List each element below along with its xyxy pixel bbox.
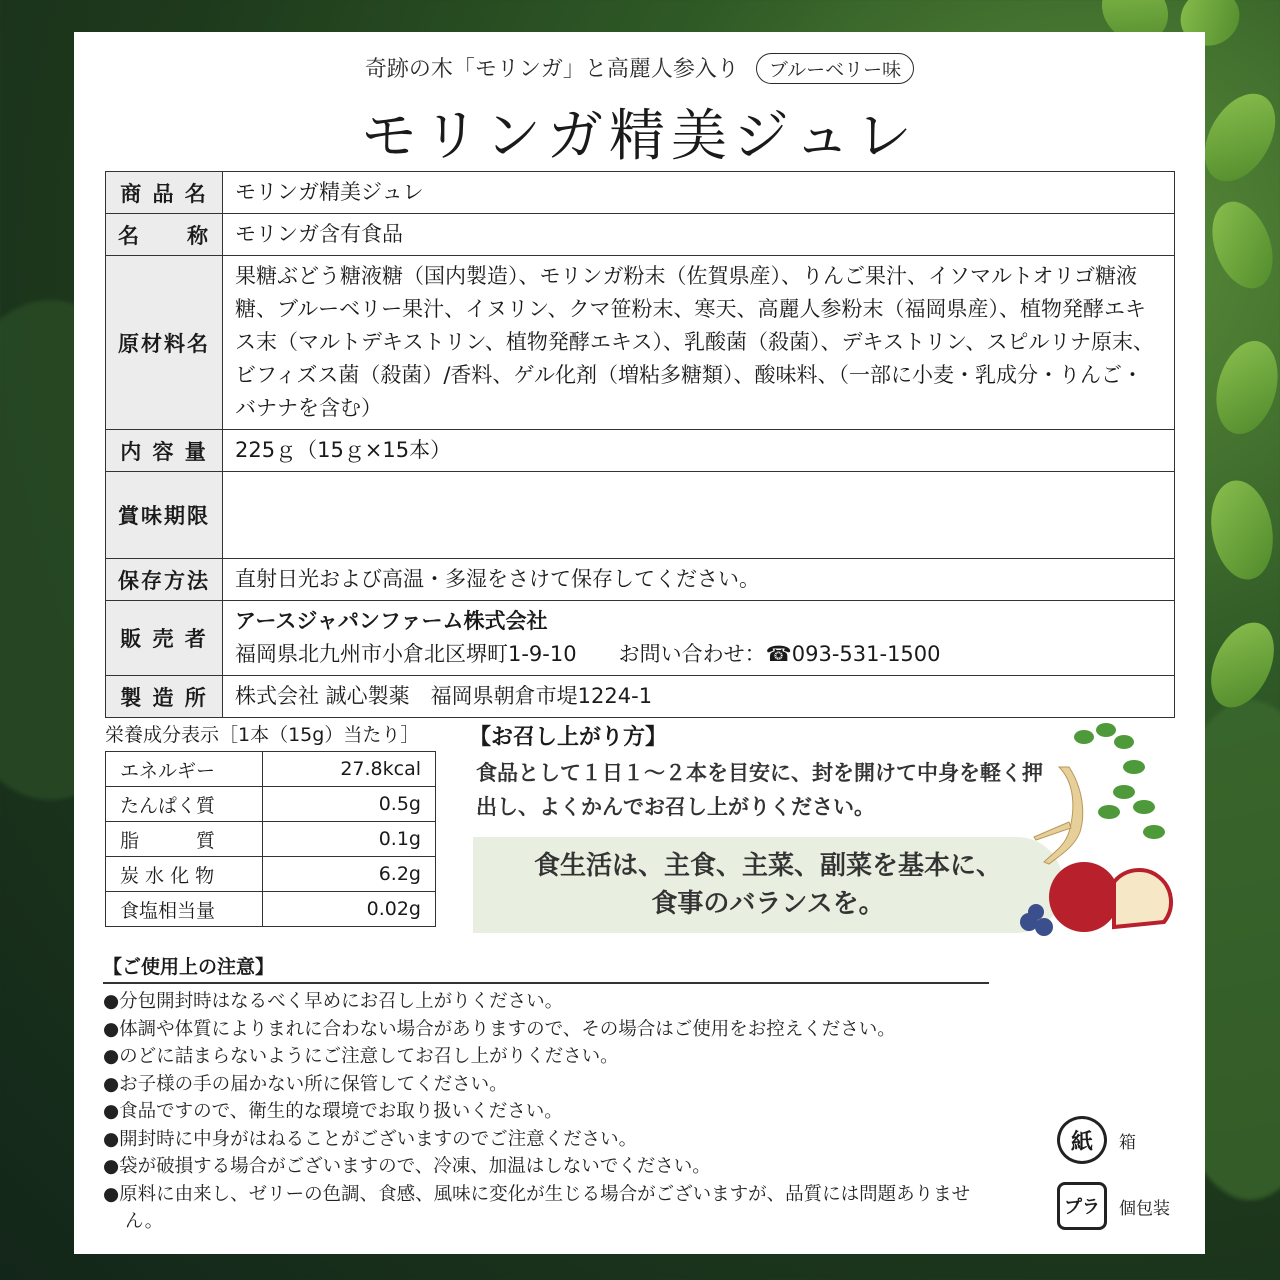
info-label: 販 売 者 [106,601,223,676]
recycle-label: 箱 [1119,1132,1136,1153]
list-item: ●原料に由来し、ゼリーの色調、食感、風味に変化が生じる場合がございますが、品質には問題ありません。 [103,1183,971,1232]
table-row [106,787,436,822]
info-value: 直射日光および高温・多湿をさけて保存してください。 [223,559,1175,601]
table-row [106,172,1175,214]
list-item: ●のどに詰まらないようにご注意してお召し上がりください。 [103,1046,619,1067]
list-item: ●食品ですので、衛生的な環境でお取り扱いください。 [103,1101,563,1122]
table-row [106,256,1175,430]
howto-text: 食品として１日１～２本を目安に、封を開けて中身を軽く押出し、よくかんでお召し上がりください。 [476,761,1043,819]
nutrition-label: 脂 質 [106,822,263,857]
nutrition-table [105,751,436,927]
info-value [223,601,1175,676]
list-item: ●分包開封時はなるべく早めにお召し上がりください。 [103,991,564,1012]
info-label: 原材料名 [106,256,223,430]
info-value [223,472,1175,559]
product-subtitle [74,52,1205,84]
moringa-leaf-decor [1199,613,1280,718]
table-row [106,857,436,892]
moringa-leaf-decor [1204,476,1280,585]
howto-title: 【お召し上がり方】 [469,725,668,750]
info-value: モリンガ精美ジュレ [223,172,1175,214]
paper-recycle-icon: 紙 [1057,1116,1107,1164]
table-row [106,430,1175,472]
nutrition-label: 食塩相当量 [106,892,263,927]
info-value: 果糖ぶどう糖液糖（国内製造）、モリンガ粉末（佐賀県産）、りんご果汁、イソマルトオリゴ糖液糖、ブルーベリー果汁、イヌリン、クマ笹粉末、寒天、高麗人参粉末（福岡県産）、植物発酵エキス末（マルトデキストリン、植物発酵エキス）、乳酸菌（殺菌）、デキストリン、スピルリナ原末、ビフィズス菌（殺菌）/香料、ゲル化剤（増粘多糖類）、酸味料、（一部に小麦・乳成分・りんご・バナナを含む） [223,256,1175,430]
nutrition-value: 27.8kcal [263,752,436,787]
notes-list [103,988,983,1236]
flavor-badge: ブルーベリー味 [756,53,914,84]
list-item: ●袋が破損する場合がございますので、冷凍、加温はしないでください。 [103,1156,711,1177]
nutrition-label: たんぱく質 [106,787,263,822]
moringa-sprig-icon [1074,723,1165,839]
table-row [106,752,436,787]
ingredient-illustration [1014,712,1184,937]
recycle-label: 個包装 [1119,1198,1170,1219]
table-row [106,559,1175,601]
moringa-leaf-decor [1201,193,1280,296]
table-row [106,892,436,927]
info-label: 賞味期限 [106,472,223,559]
recycle-mark-plastic [1057,1182,1170,1230]
seller-name: アースジャパンファーム株式会社 [235,609,548,633]
info-label: 商 品 名 [106,172,223,214]
table-row [106,472,1175,559]
balance-line: 食生活は、主食、主菜、副菜を基本に、 [533,851,1002,881]
balance-line: 食事のバランスを。 [651,889,885,919]
list-item: ●お子様の手の届かない所に保管してください。 [103,1073,508,1095]
recycle-mark-paper [1057,1116,1136,1164]
divider [103,982,989,984]
ginseng-root-icon [1034,767,1083,864]
nutrition-title: 栄養成分表示［1本（15g）当たり］ [105,724,420,746]
info-value: 225ｇ（15ｇ×15本） [223,430,1175,472]
table-row [106,214,1175,256]
plastic-recycle-icon: プラ [1057,1182,1107,1230]
table-row [106,601,1175,676]
list-item: ●体調や体質によりまれに合わない場合がありますので、その場合はご使用をお控えください。 [103,1018,896,1040]
info-label: 製 造 所 [106,676,223,718]
info-value: モリンガ含有食品 [223,214,1175,256]
apple-icon [1049,862,1171,932]
moringa-leaf-decor [1207,334,1280,441]
seller-address: 福岡県北九州市小倉北区堺町1-9-10 お問い合わせ：☎093-531-1500 [235,642,941,666]
notes-title: 【ご使用上の注意】 [103,956,275,978]
label-card [74,32,1205,1254]
nutrition-value: 0.1g [263,822,436,857]
list-item: ●開封時に中身がはねることがございますのでご注意ください。 [103,1128,638,1150]
product-info-table [105,171,1175,718]
nutrition-value: 6.2g [263,857,436,892]
info-label: 保存方法 [106,559,223,601]
nutrition-value: 0.5g [263,787,436,822]
info-label: 内 容 量 [106,430,223,472]
balance-banner [473,837,1063,933]
subtitle-text: 奇跡の木「モリンガ」と高麗人参入り [364,57,739,82]
table-row [106,822,436,857]
product-title: モリンガ精美ジュレ [361,104,918,169]
nutrition-label: 炭 水 化 物 [106,857,263,892]
info-label: 名 称 [106,214,223,256]
info-value: 株式会社 誠心製薬 福岡県朝倉市堤1224-1 [223,676,1175,718]
blueberry-icon [1020,904,1053,936]
nutrition-value: 0.02g [263,892,436,927]
nutrition-label: エネルギー [106,752,263,787]
